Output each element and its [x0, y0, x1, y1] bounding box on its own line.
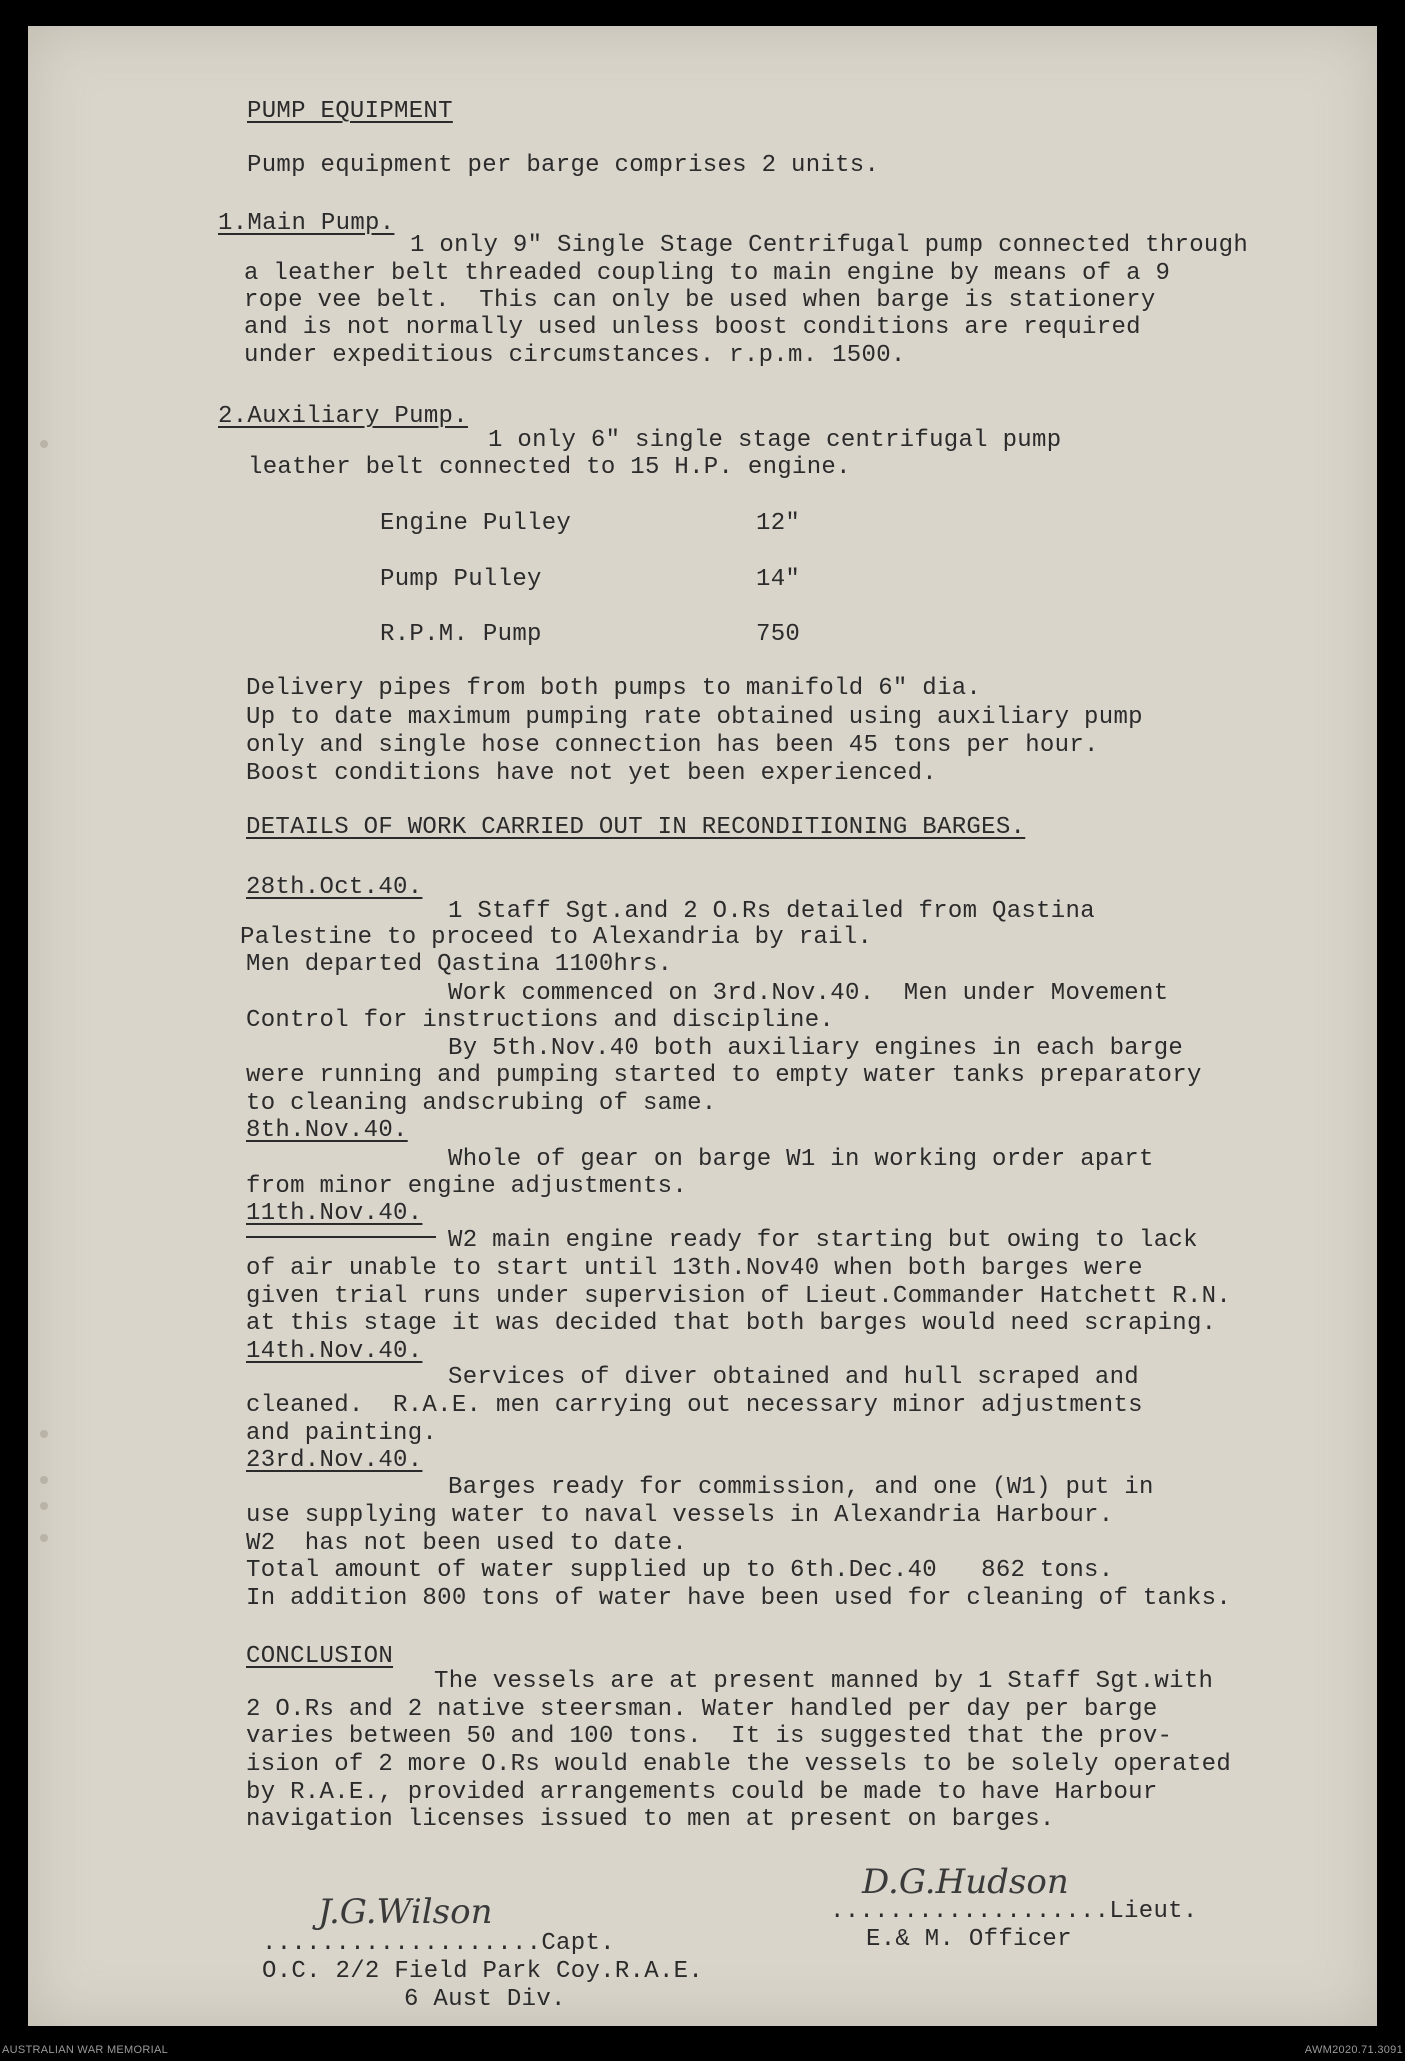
entry-line: Whole of gear on barge W1 in working order apart [448, 1146, 1154, 1173]
entry-line: Total amount of water supplied up to 6th.Dec.40 862 tons. [246, 1557, 1114, 1584]
entry-line: W2 has not been used to date. [246, 1530, 688, 1557]
entry-line: Work commenced on 3rd.Nov.40. Men under Movement [448, 980, 1169, 1007]
main-pump-line: under expeditious circumstances. r.p.m. 1500. [244, 342, 906, 369]
spec-value: 750 [756, 621, 801, 648]
spec-name: R.P.M. Pump [380, 621, 542, 648]
intro-line: Pump equipment per barge comprises 2 units. [247, 152, 880, 179]
signature-capt-dots: ...................Capt. [262, 1930, 615, 1957]
delivery-line: Delivery pipes from both pumps to manifold 6" dia. [246, 675, 982, 702]
footer-id: AWM2020.71.3091 [1304, 2044, 1403, 2056]
entry-date: 23rd.Nov.40. [246, 1447, 423, 1474]
spec-name: Engine Pulley [380, 510, 572, 537]
spec-value: 12" [756, 510, 801, 537]
punch-hole [40, 1476, 48, 1484]
entry-line: use supplying water to naval vessels in Alexandria Harbour. [246, 1502, 1114, 1529]
aux-pump-line: leather belt connected to 15 H.P. engine. [248, 454, 851, 481]
punch-hole [40, 440, 48, 448]
delivery-line: Boost conditions have not yet been experienced. [246, 760, 938, 787]
heading-conclusion: CONCLUSION [246, 1643, 394, 1670]
main-pump-label: 1.Main Pump. [218, 210, 395, 237]
entry-date: 14th.Nov.40. [246, 1338, 423, 1365]
entry-line: Men departed Qastina 1100hrs. [246, 951, 673, 978]
main-pump-line: 1 only 9" Single Stage Centrifugal pump connected through [410, 232, 1249, 259]
signature-lieut: D.G.Hudson [862, 1862, 1069, 1902]
entry-line: In addition 800 tons of water have been used for cleaning of tanks. [246, 1585, 1232, 1612]
heading-details: DETAILS OF WORK CARRIED OUT IN RECONDITIONING BARGES. [246, 814, 1026, 841]
conclusion-line: 2 O.Rs and 2 native steersman. Water handled per day per barge [246, 1696, 1158, 1723]
entry-line: Barges ready for commission, and one (W1) put in [448, 1474, 1154, 1501]
entry-line: W2 main engine ready for starting but owing to lack [448, 1227, 1198, 1254]
conclusion-line: navigation licenses issued to men at present on barges. [246, 1806, 1055, 1833]
entry-line: Palestine to proceed to Alexandria by rail. [240, 924, 873, 951]
entry-line: to cleaning andscrubing of same. [246, 1090, 717, 1117]
entry-line: cleaned. R.A.E. men carrying out necessary minor adjustments [246, 1392, 1143, 1419]
conclusion-line: varies between 50 and 100 tons. It is suggested that the prov- [246, 1723, 1173, 1750]
signature-lieut-title: E.& M. Officer [866, 1926, 1072, 1953]
entry-line: Control for instructions and discipline. [246, 1007, 835, 1034]
footer-source: AUSTRALIAN WAR MEMORIAL [2, 2044, 169, 2056]
conclusion-line: ision of 2 more O.Rs would enable the vessels to be solely operated [246, 1751, 1232, 1778]
aux-pump-label: 2.Auxiliary Pump. [218, 403, 468, 430]
signature-capt: J.G.Wilson [318, 1892, 493, 1932]
entry-line: were running and pumping started to empty water tanks preparatory [246, 1062, 1202, 1089]
signature-capt-unit: O.C. 2/2 Field Park Coy.R.A.E. [262, 1958, 704, 1985]
conclusion-line: by R.A.E., provided arrangements could be made to have Harbour [246, 1779, 1158, 1806]
entry-date: 11th.Nov.40. [246, 1200, 423, 1227]
entry-date: 8th.Nov.40. [246, 1117, 408, 1144]
entry-line: at this stage it was decided that both barges would need scraping. [246, 1310, 1217, 1337]
heading-pump-equipment: PUMP EQUIPMENT [247, 98, 453, 125]
entry-line: 1 Staff Sgt.and 2 O.Rs detailed from Qastina [448, 898, 1095, 925]
signature-lieut-dots: ...................Lieut. [830, 1898, 1198, 1925]
delivery-line: Up to date maximum pumping rate obtained using auxiliary pump [246, 704, 1143, 731]
entry-line: and painting. [246, 1420, 438, 1447]
signature-capt-div: 6 Aust Div. [404, 1986, 566, 2013]
main-pump-line: and is not normally used unless boost conditions are required [244, 314, 1141, 341]
date-rule [246, 1236, 436, 1238]
punch-hole [40, 1502, 48, 1510]
punch-hole [40, 1430, 48, 1438]
spec-value: 14" [756, 566, 801, 593]
entry-line: By 5th.Nov.40 both auxiliary engines in each barge [448, 1035, 1184, 1062]
entry-line: Services of diver obtained and hull scraped and [448, 1364, 1140, 1391]
main-pump-line: a leather belt threaded coupling to main engine by means of a 9 [244, 260, 1171, 287]
punch-hole [40, 1534, 48, 1542]
conclusion-line: The vessels are at present manned by 1 Staff Sgt.with [434, 1668, 1214, 1695]
entry-date: 28th.Oct.40. [246, 874, 423, 901]
entry-line: from minor engine adjustments. [246, 1173, 688, 1200]
entry-line: given trial runs under supervision of Lieut.Commander Hatchett R.N. [246, 1283, 1232, 1310]
main-pump-line: rope vee belt. This can only be used when barge is stationery [244, 287, 1156, 314]
entry-line: of air unable to start until 13th.Nov40 when both barges were [246, 1255, 1143, 1282]
aux-pump-line: 1 only 6" single stage centrifugal pump [488, 427, 1062, 454]
spec-name: Pump Pulley [380, 566, 542, 593]
delivery-line: only and single hose connection has been 45 tons per hour. [246, 732, 1099, 759]
